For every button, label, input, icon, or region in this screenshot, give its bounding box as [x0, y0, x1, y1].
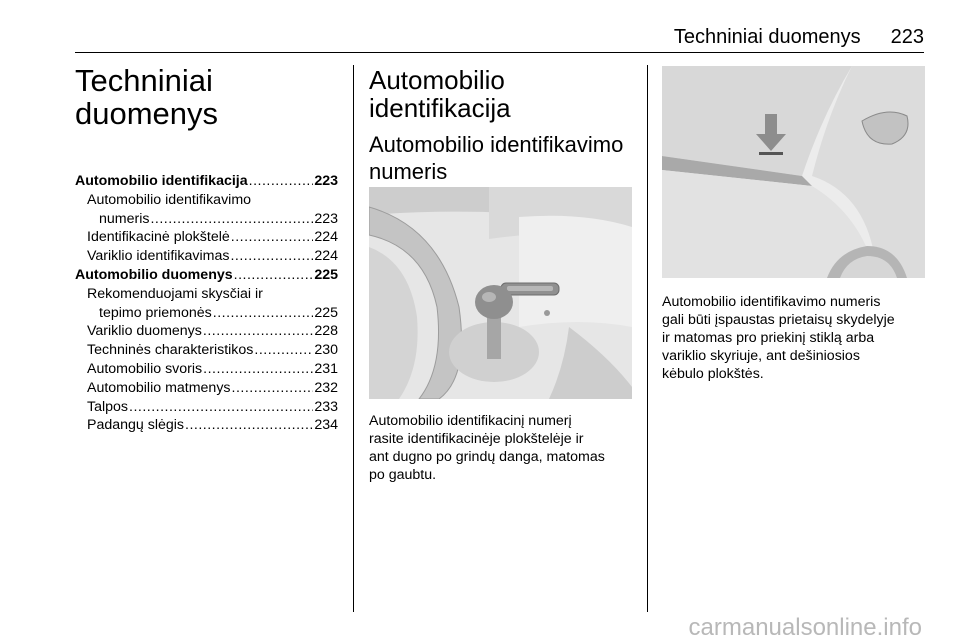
toc-leader-dots — [234, 267, 314, 283]
subsection-title-line-2: numeris — [369, 159, 448, 184]
paragraph-line: Automobilio identifikacinį numerį — [369, 413, 572, 429]
toc-leader-dots — [249, 173, 314, 189]
column-divider-right — [647, 65, 648, 612]
toc-entry[interactable] — [75, 267, 338, 286]
paragraph-line: rasite identifikacinėje plokštelėje ir — [369, 431, 584, 447]
table-of-contents — [75, 173, 338, 436]
paragraph-line: kėbulo plokštės. — [662, 366, 764, 382]
windshield-illustration — [662, 66, 925, 278]
chapter-title — [75, 64, 218, 130]
toc-entry[interactable] — [75, 173, 338, 192]
toc-entry-page: 225 — [314, 304, 338, 321]
toc-leader-dots — [213, 305, 314, 321]
toc-entry-text: Automobilio identifikacija — [75, 173, 248, 189]
chapter-title-line-1: Techniniai — [75, 63, 213, 98]
paragraph-line: ant dugno po grindų danga, matomas — [369, 449, 605, 465]
toc-entry-page: 224 — [314, 229, 338, 246]
subsection-title — [369, 131, 623, 185]
toc-leader-dots — [203, 323, 313, 339]
toc-entry-text: Padangų slėgis — [87, 417, 185, 434]
toc-entry[interactable] — [75, 248, 338, 267]
section-title — [369, 66, 511, 122]
interior-illustration — [369, 187, 632, 399]
toc-leader-dots — [230, 248, 313, 264]
toc-entry-text: Automobilio svoris — [87, 360, 203, 377]
toc-leader-dots — [150, 211, 313, 227]
toc-entry-text: Rekomenduojami skysčiai ir — [87, 285, 263, 302]
column-divider-left — [353, 65, 354, 612]
toc-entry-page: 223 — [314, 210, 338, 227]
toc-entry[interactable] — [75, 417, 338, 436]
section-title-line-1: Automobilio — [369, 65, 505, 95]
toc-entry[interactable] — [75, 342, 338, 361]
toc-entry-page: 231 — [314, 360, 338, 377]
toc-leader-dots — [185, 417, 313, 433]
figure-interior-floor-vin — [369, 187, 632, 399]
toc-entry[interactable] — [75, 211, 338, 230]
toc-entry-page: 232 — [314, 379, 338, 396]
paragraph-line: Automobilio identifikavimo numeris — [662, 294, 881, 310]
section-title-line-2: identifikacija — [369, 93, 511, 123]
paragraph-line: gali būti įspaustas prietaisų skydelyje — [662, 312, 895, 328]
toc-entry-text: numeris — [99, 210, 150, 227]
toc-entry-text: Variklio identifikavimas — [87, 248, 230, 265]
chapter-title-line-2: duomenys — [75, 96, 219, 131]
toc-entry[interactable] — [75, 380, 338, 399]
header-title: Techniniai duomenys — [673, 26, 861, 48]
paragraph-line: ir matomas pro priekinį stiklą arba — [662, 330, 875, 346]
toc-entry-text: Automobilio identifikavimo — [87, 191, 252, 208]
toc-entry-page: 233 — [314, 398, 338, 415]
toc-leader-dots — [254, 342, 313, 358]
toc-entry[interactable] — [75, 305, 338, 324]
toc-leader-dots — [231, 229, 314, 245]
toc-entry-wrapped-line[interactable] — [75, 192, 338, 211]
header-rule — [75, 52, 924, 53]
header-page-number: 223 — [890, 26, 924, 48]
toc-leader-dots — [129, 399, 313, 415]
paragraph-line: po gaubtu. — [369, 467, 437, 483]
toc-entry-page: 225 — [314, 266, 338, 283]
toc-entry-page: 223 — [314, 173, 338, 189]
paragraph-line: variklio skyriuje, ant dešiniosios — [662, 348, 860, 364]
page-header — [674, 26, 924, 49]
toc-leader-dots — [232, 380, 314, 396]
toc-entry-text: Talpos — [87, 398, 129, 415]
toc-entry-text: Identifikacinė plokštelė — [87, 229, 230, 246]
toc-entry-page: 234 — [314, 417, 338, 434]
toc-entry-text: Automobilio matmenys — [87, 379, 231, 396]
left-body-paragraph — [369, 412, 639, 484]
toc-entry[interactable] — [75, 399, 338, 418]
toc-entry[interactable] — [75, 323, 338, 342]
toc-leader-dots — [203, 361, 313, 377]
right-body-paragraph — [662, 293, 947, 383]
toc-entry-text: Techninės charakteristikos — [87, 342, 254, 359]
toc-entry[interactable] — [75, 361, 338, 380]
toc-entry-text: tepimo priemonės — [99, 304, 212, 321]
subsection-title-line-1: Automobilio identifikavimo — [369, 132, 624, 157]
toc-entry-page: 228 — [314, 323, 338, 340]
toc-entry-text: Variklio duomenys — [87, 323, 202, 340]
toc-entry-text: Automobilio duomenys — [75, 266, 233, 283]
toc-entry[interactable] — [75, 229, 338, 248]
toc-entry-page: 224 — [314, 248, 338, 265]
toc-entry-wrapped-line[interactable] — [75, 286, 338, 305]
watermark: carmanualsonline.info — [688, 614, 922, 641]
figure-windshield-vin — [662, 66, 925, 278]
toc-entry-page: 230 — [314, 342, 338, 359]
